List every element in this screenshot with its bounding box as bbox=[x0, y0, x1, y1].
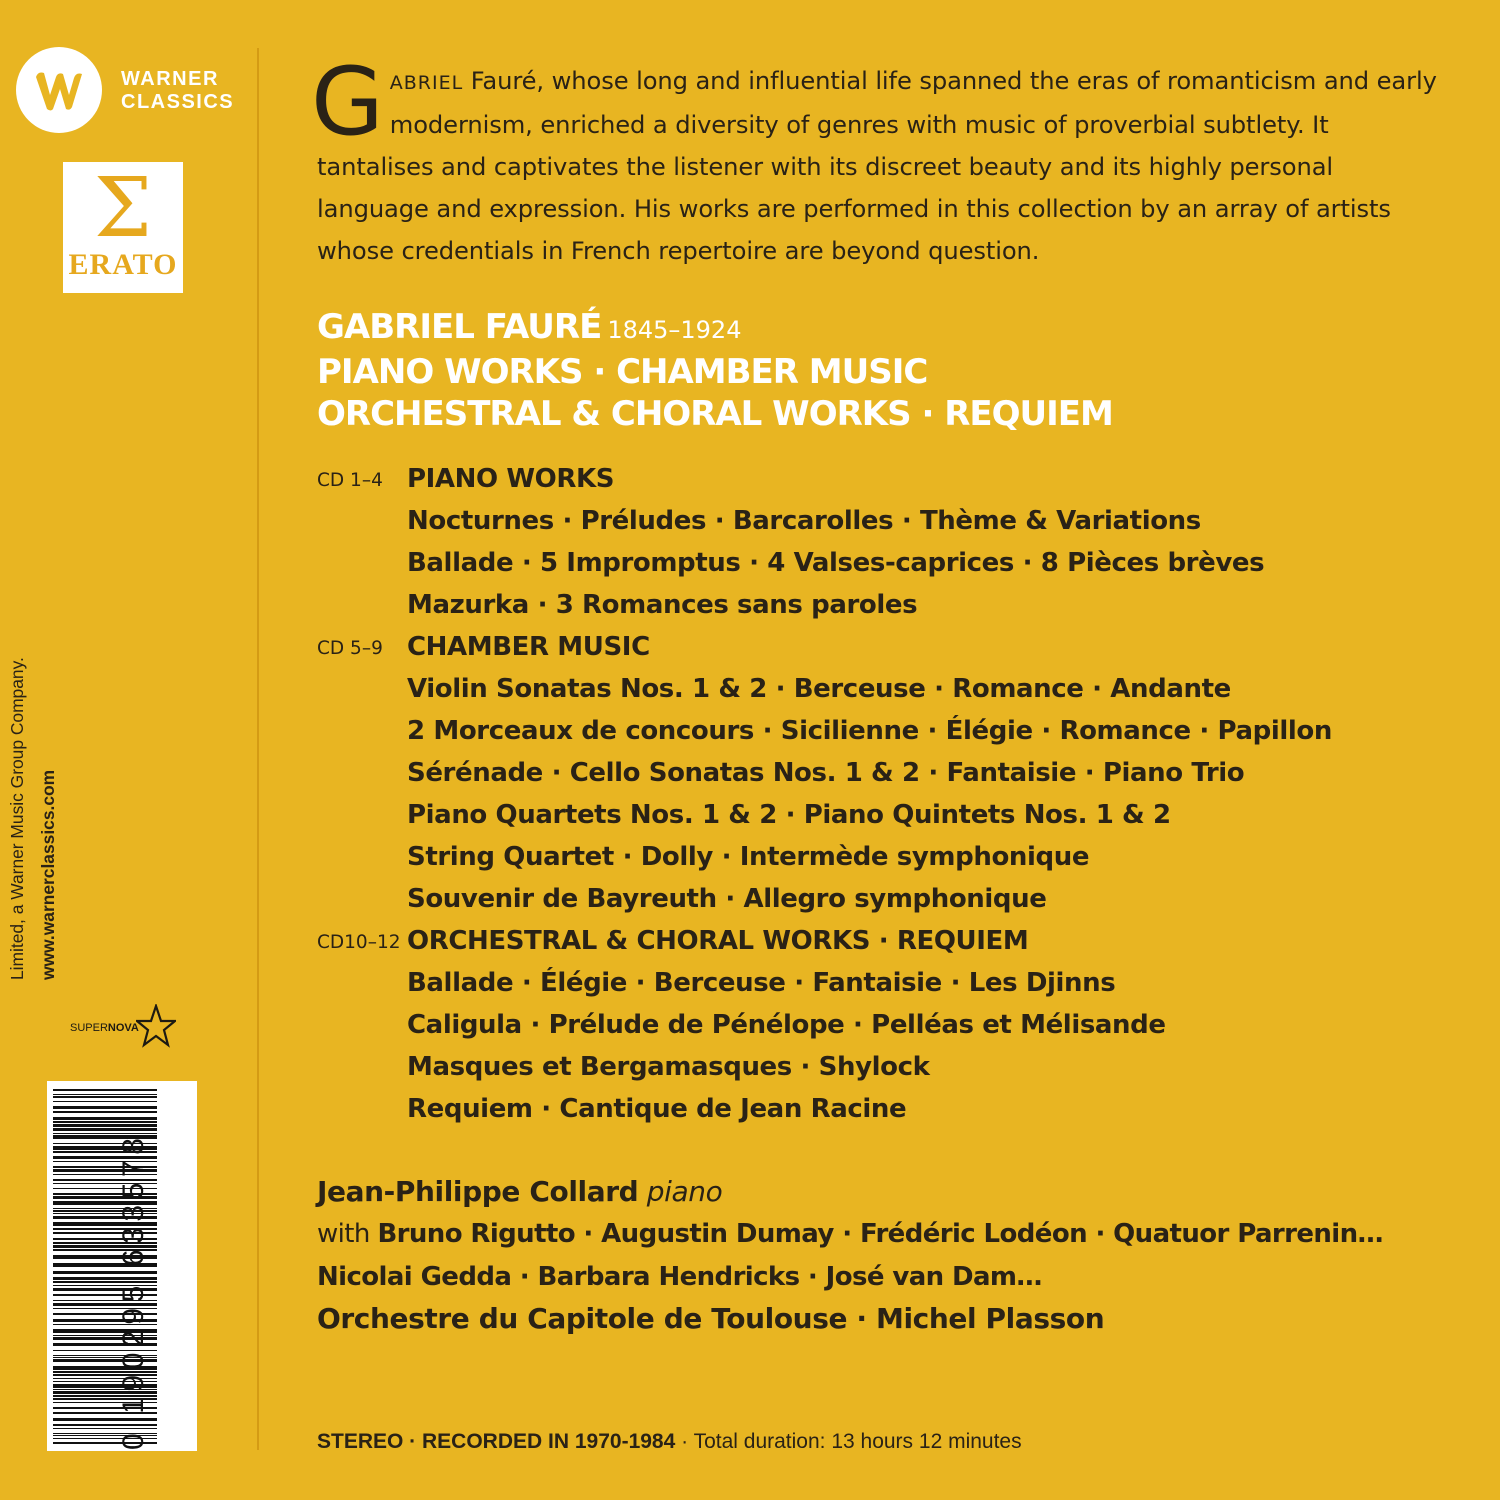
cd-section-piano bbox=[407, 458, 1264, 626]
website-link[interactable]: www.warnerclassics.com bbox=[37, 769, 58, 980]
cd-label-1: CD 1–4 bbox=[317, 470, 383, 491]
main-artist-role: piano bbox=[638, 1175, 723, 1208]
erato-sigma-icon: Σ bbox=[94, 161, 152, 256]
works-line: Nocturnes · Préludes · Barcarolles · Thème & Variations bbox=[407, 506, 1201, 536]
warner-logo-icon bbox=[16, 47, 102, 133]
singers: Nicolai Gedda · Barbara Hendricks · José van Dam… bbox=[317, 1262, 1042, 1292]
with-artists: Bruno Rigutto · Augustin Dumay · Frédéric Lodéon · Quatuor Parrenin… bbox=[377, 1219, 1383, 1249]
works-line: 2 Morceaux de concours · Sicilienne · Élégie · Romance · Papillon bbox=[407, 716, 1332, 746]
cd-section-orchestral bbox=[407, 920, 1166, 1130]
erato-word: ERATO bbox=[68, 248, 178, 281]
works-line: String Quartet · Dolly · Intermède symphonique bbox=[407, 842, 1090, 872]
title-line-3: ORCHESTRAL & CHORAL WORKS · REQUIEM bbox=[317, 394, 1113, 434]
works-line: Caligula · Prélude de Pénélope · Pelléas et Mélisande bbox=[407, 1010, 1166, 1040]
barcode-number: 0 190295 633578 bbox=[117, 1132, 150, 1450]
works-line: Mazurka · 3 Romances sans paroles bbox=[407, 590, 918, 620]
cd-section-chamber bbox=[407, 626, 1332, 920]
warner-word: WARNER bbox=[121, 68, 219, 90]
works-line: Souvenir de Bayreuth · Allegro symphonique bbox=[407, 884, 1047, 914]
footer-recording: STEREO · RECORDED IN 1970-1984 bbox=[317, 1430, 676, 1453]
footer-info bbox=[317, 1430, 1022, 1454]
supernova-nova: NOVA bbox=[107, 1022, 139, 1034]
cd-heading-piano: PIANO WORKS bbox=[407, 464, 615, 494]
legal-line-5: Limited, a Warner Music Group Company. bbox=[7, 657, 27, 980]
main-artist: Jean-Philippe Collard bbox=[317, 1175, 639, 1208]
vertical-divider bbox=[257, 48, 259, 1450]
cd-heading-chamber: CHAMBER MUSIC bbox=[407, 632, 650, 662]
works-line: Ballade · Élégie · Berceuse · Fantaisie · Les Djinns bbox=[407, 968, 1116, 998]
works-line: Sérénade · Cello Sonatas Nos. 1 & 2 · Fantaisie · Piano Trio bbox=[407, 758, 1245, 788]
orchestra-conductor: Orchestre du Capitole de Toulouse · Michel Plasson bbox=[317, 1302, 1105, 1335]
warner-classics-wordmark bbox=[121, 68, 234, 114]
supernova-super: SUPER bbox=[70, 1022, 108, 1034]
intro-text: Fauré, whose long and influential life spanned the eras of romanticism and early modernism, enriched a diversity of genres with music of proverbial subtlety. It tantalises and captivates the listener with its discreet beauty and its highly personal language and expression. His works are performed in this collection by an array of artists whose credentials in French repertoire are beyond question. bbox=[317, 67, 1437, 265]
erato-logo bbox=[63, 162, 183, 293]
cd-heading-orchestral: ORCHESTRAL & CHORAL WORKS · REQUIEM bbox=[407, 926, 1029, 956]
album-title bbox=[317, 306, 1113, 435]
composer-years: 1845–1924 bbox=[607, 316, 742, 344]
cd-label-2: CD 5–9 bbox=[317, 638, 383, 659]
star-icon bbox=[136, 1004, 176, 1048]
intro-paragraph bbox=[311, 48, 1447, 272]
with-word: with bbox=[317, 1219, 378, 1249]
footer-duration: · Total duration: 13 hours 12 minutes bbox=[675, 1430, 1022, 1453]
classics-word: CLASSICS bbox=[121, 91, 235, 113]
works-line: Masques et Bergamasques · Shylock bbox=[407, 1052, 930, 1082]
works-line: Violin Sonatas Nos. 1 & 2 · Berceuse · Romance · Andante bbox=[407, 674, 1231, 704]
intro-caps: ABRIEL bbox=[389, 72, 464, 94]
supernova-logo bbox=[70, 1004, 180, 1052]
cd-label-3: CD10–12 bbox=[317, 932, 401, 953]
composer-name: GABRIEL FAURÉ bbox=[317, 307, 602, 347]
works-line: Ballade · 5 Impromptus · 4 Valses-caprices · 8 Pièces brèves bbox=[407, 548, 1265, 578]
legal-block bbox=[7, 355, 220, 980]
artists-block bbox=[317, 1170, 1383, 1339]
title-line-2: PIANO WORKS · CHAMBER MUSIC bbox=[317, 352, 928, 392]
works-line: Requiem · Cantique de Jean Racine bbox=[407, 1094, 907, 1124]
drop-cap: G bbox=[311, 48, 384, 157]
works-line: Piano Quartets Nos. 1 & 2 · Piano Quintets Nos. 1 & 2 bbox=[407, 800, 1171, 830]
